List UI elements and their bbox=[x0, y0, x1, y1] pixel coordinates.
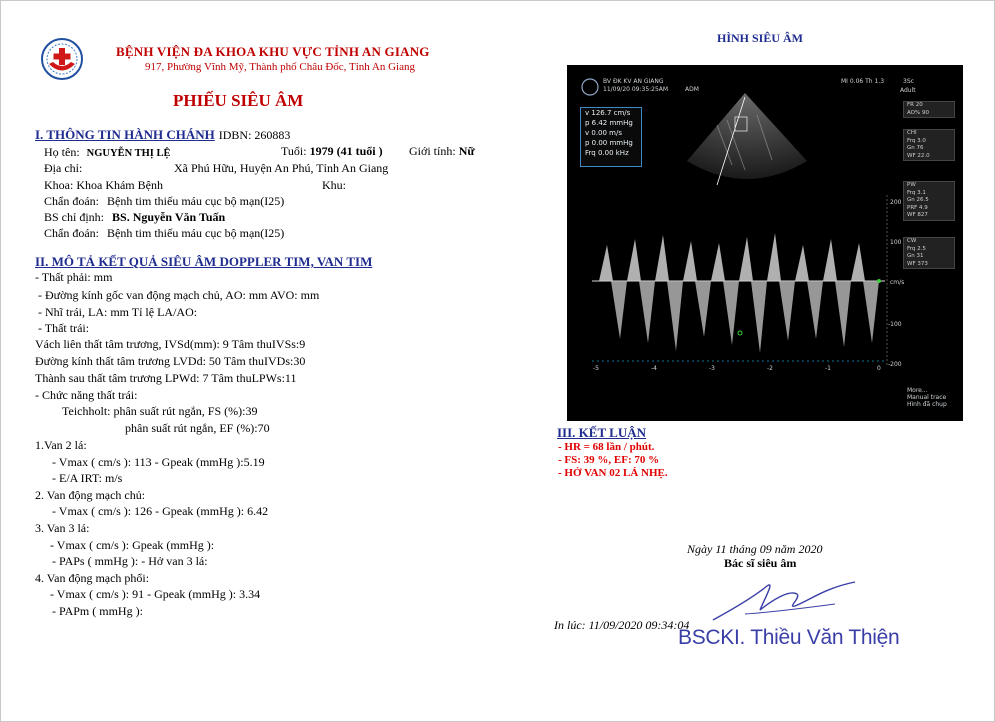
age-row bbox=[281, 144, 383, 159]
sector-image bbox=[687, 93, 807, 179]
us-panel-line: WF 22.0 bbox=[907, 152, 930, 159]
measurement-line: - Thất phải: mm bbox=[35, 270, 113, 284]
spectrum-trough bbox=[835, 281, 851, 347]
us-panel-line: Frq 3.1 bbox=[907, 189, 926, 196]
us-readings-box bbox=[580, 107, 642, 167]
us-panel-line: Frq 3.0 bbox=[907, 137, 926, 144]
image-heading: HÌNH SIÊU ÂM bbox=[717, 31, 804, 45]
us-panel-chi bbox=[903, 129, 955, 161]
print-time: In lúc: 11/09/2020 09:34:04 bbox=[554, 618, 690, 632]
us-panel-line: PRF 4.9 bbox=[907, 204, 928, 211]
spectrum-peak bbox=[711, 243, 725, 281]
us-panel-line: Gn 76 bbox=[907, 145, 924, 151]
spectrum-peak bbox=[767, 233, 781, 281]
hospital-logo-icon bbox=[40, 37, 84, 81]
spectrum-trough bbox=[667, 281, 683, 351]
us-scale-label: 200 bbox=[890, 199, 902, 206]
spectrum-trough bbox=[695, 281, 711, 337]
us-panel-line: FR 20 bbox=[907, 102, 923, 108]
patient-age: 1979 (41 tuổi ) bbox=[309, 144, 383, 158]
patient-gender: Nữ bbox=[458, 144, 475, 158]
us-scale-label: cm/s bbox=[890, 279, 905, 286]
spectrum-peak bbox=[823, 239, 837, 281]
us-reading: v 126.7 cm/s bbox=[585, 109, 631, 117]
diagnosis-label: Chẩn đoán: bbox=[44, 194, 99, 208]
ultrasound-image bbox=[567, 65, 963, 421]
area-label: Khu: bbox=[322, 178, 346, 192]
marker-icon bbox=[877, 279, 881, 283]
hospital-name: BỆNH VIỆN ĐA KHOA KHU VỰC TỈNH AN GIANG bbox=[116, 44, 430, 59]
measurement-line: - Vmax ( cm/s ): 113 - Gpeak (mmHg ):5.19 bbox=[52, 455, 265, 469]
us-panel-cw bbox=[903, 237, 955, 269]
us-panel-line: AO% 90 bbox=[907, 109, 929, 116]
spectrum-trough bbox=[751, 281, 767, 353]
us-time-label: -5 bbox=[593, 365, 599, 372]
spectrum-peak bbox=[795, 245, 809, 281]
diagnosis-value: Bệnh tim thiếu máu cục bộ mạn(I25) bbox=[107, 194, 285, 208]
patient-name-row bbox=[44, 145, 171, 160]
idbn: IDBN: 260883 bbox=[218, 128, 291, 142]
us-probe: 3Sc bbox=[903, 78, 914, 85]
measurement-line: - PAPm ( mmHg ): bbox=[52, 604, 143, 618]
spectrum-trough bbox=[723, 281, 739, 345]
section-1-heading: I. THÔNG TIN HÀNH CHÁNH bbox=[35, 127, 215, 142]
us-reading: p 6.42 mmHg bbox=[585, 119, 633, 127]
spectrum-peak bbox=[739, 237, 753, 281]
spectrum-trough bbox=[863, 281, 879, 343]
signature-role: Bác sĩ siêu âm bbox=[724, 556, 797, 570]
diagnosis-label: Chẩn đoán: bbox=[44, 226, 99, 240]
us-scale-label: -200 bbox=[888, 361, 902, 368]
us-panel-line: PW bbox=[907, 182, 916, 188]
us-reading: v 0.00 m/s bbox=[585, 129, 623, 137]
measurement-line: - Đường kính gốc van động mạch chủ, AO: mm AVO: mm bbox=[38, 288, 320, 302]
us-mode: ADM bbox=[685, 86, 699, 93]
measurement-line: 3. Van 3 lá: bbox=[35, 521, 90, 535]
us-time-label: -1 bbox=[825, 365, 831, 372]
us-timestamp: 11/09/20 09:35:25AM bbox=[603, 86, 669, 93]
ge-logo-icon bbox=[582, 79, 598, 95]
us-hospital-tag: BV ĐK KV AN GIANG bbox=[603, 78, 664, 85]
referring-doctor: BS. Nguyễn Văn Tuấn bbox=[112, 210, 226, 224]
measurement-line: Vách liên thất tâm trương, IVSd(mm): 9 Tâm thuIVSs:9 bbox=[35, 337, 306, 351]
signature-date: Ngày 11 tháng 09 năm 2020 bbox=[687, 542, 823, 556]
us-time-label: -4 bbox=[651, 365, 657, 372]
measurement-line: - E/A IRT: m/s bbox=[52, 471, 123, 485]
us-reading: Frq 0.00 kHz bbox=[585, 149, 629, 157]
spectrum-peak bbox=[683, 241, 697, 281]
us-scale-label: -100 bbox=[888, 321, 902, 328]
diagnosis-row-2 bbox=[44, 226, 284, 241]
measurement-line: - Vmax ( cm/s ): 91 - Gpeak (mmHg ): 3.34 bbox=[50, 587, 261, 601]
us-time-label: -3 bbox=[709, 365, 715, 372]
section-1-header bbox=[35, 126, 290, 144]
spectrum-peak bbox=[655, 235, 669, 281]
spectrum-trough bbox=[807, 281, 823, 339]
handwritten-signature bbox=[705, 568, 865, 628]
us-captured: Hình đã chụp bbox=[907, 401, 947, 408]
us-more: More... bbox=[907, 387, 928, 394]
measurement-line: 4. Van động mạch phổi: bbox=[35, 571, 150, 585]
gender-label: Giới tính: bbox=[409, 144, 456, 158]
us-reading: p 0.00 mmHg bbox=[585, 139, 633, 147]
measurement-line: - PAPs ( mmHg ): - Hở van 3 lá: bbox=[52, 554, 208, 568]
measurement-line: - Vmax ( cm/s ): Gpeak (mmHg ): bbox=[50, 538, 215, 552]
us-panel-line: Gn 26.5 bbox=[907, 197, 929, 203]
measurement-line: - Chức năng thất trái: bbox=[35, 388, 138, 402]
doctor-row bbox=[44, 210, 225, 225]
us-manual-trace: Manual trace bbox=[907, 394, 947, 401]
spectrum-trough bbox=[639, 281, 655, 343]
section-2-heading: II. MÔ TẢ KẾT QUẢ SIÊU ÂM DOPPLER TIM, VAN TIM bbox=[35, 254, 373, 269]
patient-name: NGUYỄN THỊ LỆ bbox=[86, 148, 171, 159]
department: Khoa: Khoa Khám Bệnh bbox=[44, 178, 163, 192]
measurement-line: 2. Van động mạch chủ: bbox=[35, 488, 146, 502]
measurement-line: - Nhĩ trái, LA: mm Tỉ lệ LA/AO: bbox=[38, 305, 198, 319]
us-scale-label: 100 bbox=[890, 239, 902, 246]
us-time-label: -2 bbox=[767, 365, 773, 372]
measurement-line: Thành sau thất tâm trương LPWd: 7 Tâm thuLPWs:11 bbox=[35, 371, 297, 385]
us-panel-line: Gn 31 bbox=[907, 253, 924, 259]
conclusion-item: - HR = 68 lần / phút. bbox=[558, 441, 655, 453]
measurement-line: phân suất rút ngắn, EF (%):70 bbox=[125, 421, 270, 435]
name-label: Họ tên: bbox=[44, 145, 80, 159]
doctor-name: BSCKI. Thiều Văn Thiện bbox=[678, 626, 900, 649]
us-panel-line: CW bbox=[907, 238, 917, 244]
conclusion-item: - FS: 39 %, EF: 70 % bbox=[558, 454, 660, 466]
measurement-line: Teichholt: phân suất rút ngắn, FS (%):39 bbox=[62, 404, 258, 418]
spectrum-trough bbox=[779, 281, 795, 341]
us-preset: Adult bbox=[900, 87, 916, 94]
section-3-heading: III. KẾT LUẬN bbox=[557, 425, 646, 440]
age-label: Tuổi: bbox=[281, 144, 307, 158]
diagnosis-row-1 bbox=[44, 194, 284, 209]
us-panel-pw bbox=[903, 181, 955, 221]
marker-icon bbox=[738, 331, 742, 335]
doctor-label: BS chỉ định: bbox=[44, 210, 105, 224]
diagnosis-value: Bệnh tim thiếu máu cục bộ mạn(I25) bbox=[107, 226, 285, 240]
us-panel-line: CHI bbox=[907, 130, 917, 136]
spectrum-peak bbox=[627, 239, 641, 281]
form-title: PHIẾU SIÊU ÂM bbox=[173, 91, 304, 110]
spectrum-peak bbox=[851, 243, 865, 281]
measurement-line: 1.Van 2 lá: bbox=[35, 438, 87, 452]
us-panel-line: WF 373 bbox=[907, 260, 928, 267]
us-panel-fr bbox=[903, 101, 955, 118]
us-time-label: 0 bbox=[877, 365, 881, 372]
measurement-line: - Thất trái: bbox=[38, 321, 90, 335]
us-panel-line: Frq 2.5 bbox=[907, 245, 926, 252]
us-panel-line: WF 827 bbox=[907, 212, 928, 218]
gender-row bbox=[409, 144, 475, 159]
measurement-line: Đường kính thất tâm trương LVDd: 50 Tâm thuIVDs:30 bbox=[35, 354, 306, 368]
spectrum-trough bbox=[611, 281, 627, 339]
address-value: Xã Phú Hữu, Huyện An Phú, Tỉnh An Giang bbox=[174, 161, 389, 175]
spectrum-peak bbox=[599, 245, 613, 281]
hospital-address: 917, Phường Vĩnh Mỹ, Thành phố Châu Đốc, Tỉnh An Giang bbox=[145, 61, 415, 73]
measurement-line: - Vmax ( cm/s ): 126 - Gpeak (mmHg ): 6.42 bbox=[52, 504, 269, 518]
address-label: Địa chỉ: bbox=[44, 161, 83, 175]
conclusion-item: - HỞ VAN 02 LÁ NHẸ. bbox=[558, 467, 668, 479]
us-mi: MI 0.06 Th 1.3 bbox=[841, 78, 885, 85]
